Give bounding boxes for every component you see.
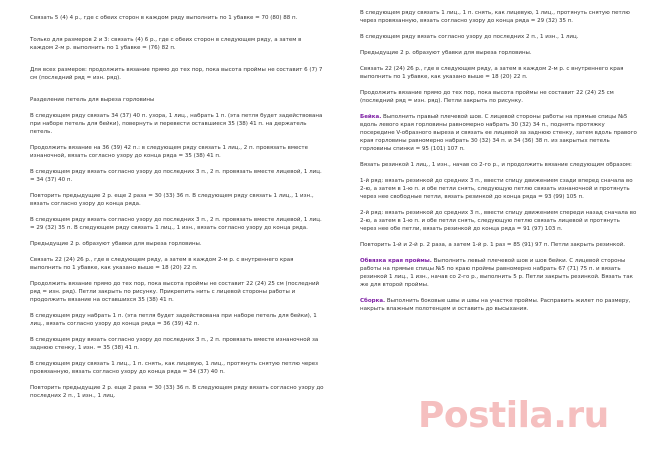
paragraph: В следующем ряду вязать согласно узору до последних 3 п., 2 п. провязать вместе изнаночной за заднюю стенку, 1 изн. = 35 (38) 41 п. xyxy=(30,337,319,351)
section-text: Выполнить правый плечевой шов. С лицевой стороны работы на прямые спицы №5 вдоль левого края горловины равномерно набрать 30 (32) 34 п., поднять протяжку посередине V-образного выреза и связать ее лицевой за заднюю стенку, затем вдоль правого края горловины равномерно набрать 30 (32) 34 п. и 34 (36) 38 п. из закрытых петель горловины спинки = 95 (101) 107 п. xyxy=(360,114,637,152)
paragraph: 2-й ряд: вязать резинкой до средних 3 п., ввести спицу движением спереди назад сначала во 2-ю, а затем в 1-ю п. и обе петли снять, следующую петлю связать лицевой и протянуть через нее обе петли, вязать резинкой до конца ряда = 91 (97) 103 п. xyxy=(360,210,637,232)
section-sborka xyxy=(360,297,638,313)
paragraph: Только для размеров 2 и 3: связать (4) 6 р., где с обеих сторон в следующем ряду, а затем в каждом 2-м р. выполнить по 1 убавке = (76) 82 п. xyxy=(30,37,302,51)
right-column xyxy=(360,0,638,313)
paragraph: Повторить предыдущие 2 р. еще 2 раза = 30 (33) 36 п. В следующем ряду вязать согласно узору до последних 2 п., 1 изн., 1 лиц. xyxy=(30,385,324,399)
paragraph: Для всех размеров: продолжить вязание прямо до тех пор, пока высота проймы не составит 6 (7) 7 см (последний ряд = изн. ряд). xyxy=(30,67,323,81)
section-label: Обвязка края проймы. xyxy=(360,258,432,264)
paragraph: В следующем ряду связать 34 (37) 40 п. узора, 1 лиц., набрать 1 п. (эта петля будет задействована при наборе петель для бейки), повернуть и перевести оставшиеся 35 (38) 41 п. на держатель петель. xyxy=(30,113,323,135)
paragraph: Продолжить вязание на 36 (39) 42 п.: в следующем ряду связать 1 лиц., 2 п. провязать вместе изнаночной, вязать согласно узору до конца ряда = 35 (38) 41 п. xyxy=(30,145,309,159)
paragraph: В следующем ряду связать 1 лиц., 1 п. снять, как лицевую, 1 лиц., протянуть снятую петлю через провязанную, вязать согласно узору до конца ряда = 34 (37) 40 п. xyxy=(30,361,319,375)
paragraph: Продолжить вязание прямо до тех пор, пока высота проймы не составит 22 (24) 25 см (последний ряд = изн. ряд). Петли закрыть по рисунку. Прикрепить нить с лицевой стороны работы и продолжить вязание на оставшихся 35 (38) 41 п. xyxy=(30,281,320,303)
paragraph: В следующем ряду вязать согласно узору до последних 2 п., 1 изн., 1 лиц. xyxy=(360,34,579,40)
paragraph: 1-й ряд: вязать резинкой до средних 3 п., ввести спицу движением сзади вперед сначала во 2-ю, а затем в 1-ю п. и обе петли снять, следующую петлю связать изнаночной и протянуть через нее свободные петли, вязать резинкой до конца ряда = 93 (99) 105 п. xyxy=(360,178,633,200)
section-text: Выполнить боковые швы и швы на участке проймы. Расправить жилет по размеру, накрыть влажным полотенцем и оставить до высыхания. xyxy=(360,298,631,312)
paragraph: В следующем ряду набрать 1 п. (эта петля будет задействована при наборе петель для бейки), 1 лиц., вязать согласно узору до конца ряда = 36 (39) 42 п. xyxy=(30,313,317,327)
paragraph: В следующем ряду вязать согласно узору до последних 3 п., 2 п. провязать вместе лицевой, 1 лиц. = 29 (32) 35 п. В следующем ряду связать 1 лиц., 1 изн., вязать согласно узору до конца ряда. xyxy=(30,217,322,231)
subheading: Разделение петель для выреза горловины xyxy=(30,97,155,103)
paragraph: Предыдущие 2 р. образуют убавки для выреза горловины. xyxy=(30,241,202,247)
left-column xyxy=(30,0,324,400)
section-obvyazka xyxy=(360,257,638,289)
section-bejka xyxy=(360,113,638,153)
paragraph: Повторить предыдущие 2 р. еще 2 раза = 30 (33) 36 п. В следующем ряду связать 1 лиц., 1 изн., вязать согласно узору до конца ряда. xyxy=(30,193,314,207)
paragraph: В следующем ряду связать 1 лиц., 1 п. снять, как лицевую, 1 лиц., протянуть снятую петлю через провязанную, вязать согласно узору до конца ряда = 29 (32) 35 п. xyxy=(360,10,630,24)
watermark-logo: Postila.ru xyxy=(418,395,609,436)
paragraph: Продолжить вязание прямо до тех пор, пока высота проймы не составит 22 (24) 25 см (последний ряд = изн. ряд). Петли закрыть по рисунку. xyxy=(360,90,614,104)
section-text: Выполнить левый плечевой шов и шов бейки. С лицевой стороны работы на прямые спицы №5 по краю проймы равномерно набрать 67 (71) 75 п. и вязать резинкой 1 лиц., 1 изн., начав со 2-го р., выполнить 5 р. Петли закрыть резинкой. Вязать так же для второй проймы. xyxy=(360,258,633,288)
paragraph: Связать 22 (24) 26 р., где в следующем ряду, а затем в каждом 2-м р. с внутреннего края выполнить по 1 убавке, как указано выше = 18 (20) 22 п. xyxy=(30,257,294,271)
paragraph: Связать 22 (24) 26 р., где в следующем ряду, а затем в каждом 2-м р. с внутреннего края выполнить по 1 убавке, как указано выше = 18 (20) 22 п. xyxy=(360,66,624,80)
paragraph: Вязать резинкой 1 лиц., 1 изн., начав со 2-го р., и продолжить вязание следующим образом: xyxy=(360,162,632,168)
paragraph: Связать 5 (4) 4 р., где с обеих сторон в каждом ряду выполнить по 1 убавке = 70 (80) 88 п. xyxy=(30,15,298,21)
paragraph: В следующем ряду вязать согласно узору до последних 3 п., 2 п. провязать вместе лицевой, 1 лиц. = 34 (37) 40 п. xyxy=(30,169,322,183)
section-label: Бейка. xyxy=(360,114,382,120)
paragraph: Повторить 1-й и 2-й р. 2 раза, а затем 1-й р. 1 раз = 85 (91) 97 п. Петли закрыть резинкой. xyxy=(360,242,626,248)
section-label: Сборка. xyxy=(360,298,386,304)
paragraph: Предыдущие 2 р. образуют убавки для выреза горловины. xyxy=(360,50,532,56)
